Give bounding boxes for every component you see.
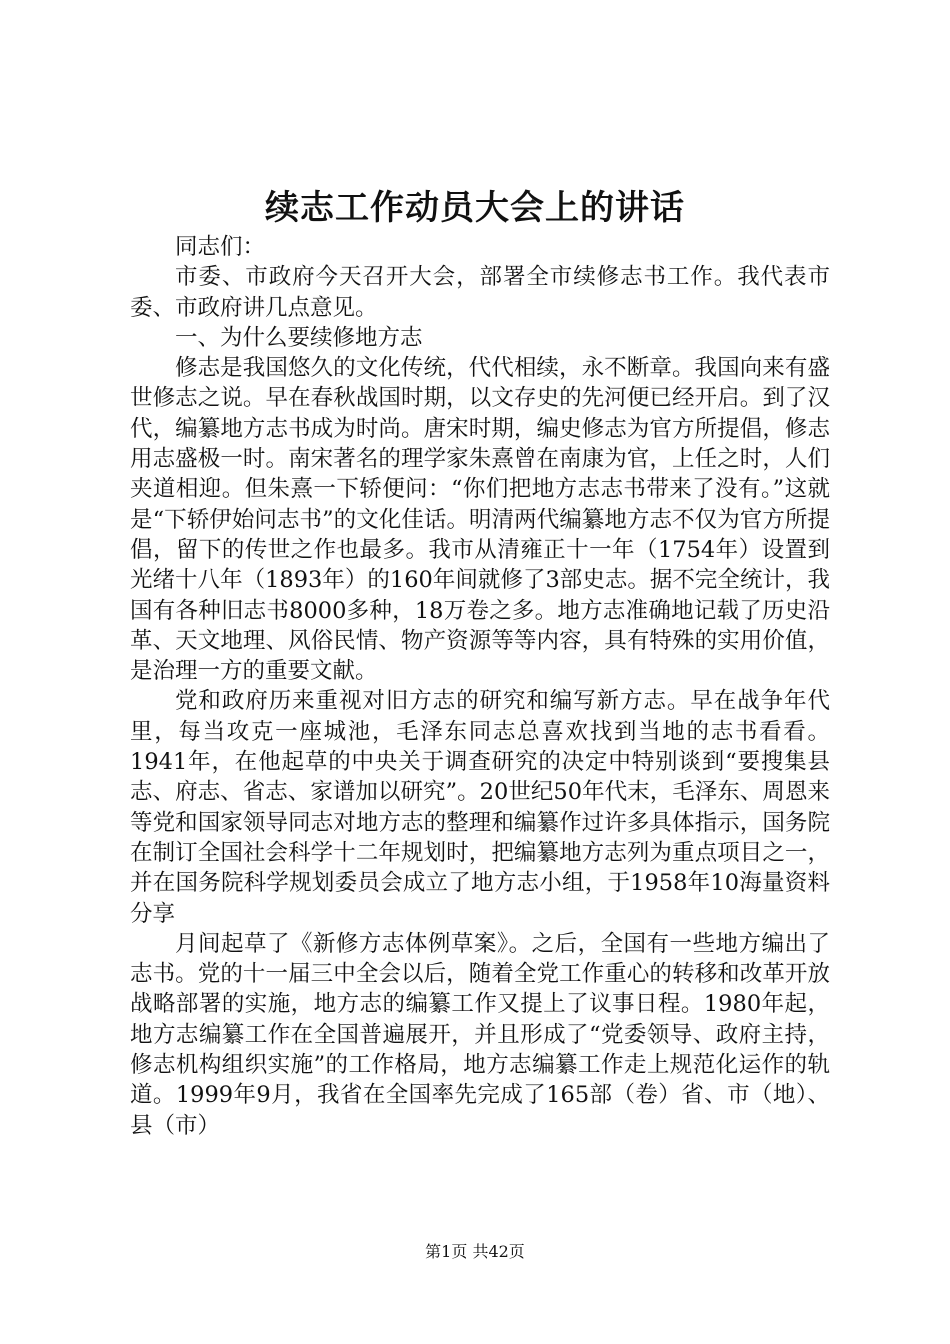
document-title: 续志工作动员大会上的讲话 bbox=[265, 188, 685, 228]
body-paragraph: 党和政府历来重视对旧方志的研究和编写新方志。早在战争年代里，每当攻克一座城池，毛泽东同志总喜欢找到当地的志书看看。1941年，在他起草的中央关于调查研究的决定中特别谈到“要搜集县志、府志、省志、家谱加以研究”。20世纪50年代末，毛泽东、周恩来等党和国家领导同志对地方志的整理和编纂作过许多具体指示，国务院在制订全国社会科学十二年规划时，把编纂地方志列为重点项目之一，并在国务院科学规划委员会成立了地方志小组，于1958年10海量资料分享 bbox=[130, 688, 830, 927]
salutation-paragraph: 同志们： bbox=[175, 234, 266, 260]
body-paragraph: 修志是我国悠久的文化传统，代代相续，永不断章。我国向来有盛世修志之说。早在春秋战国时期，以文存史的先河便已经开启。到了汉代，编纂地方志书成为时尚。唐宋时期，编史修志为官方所提倡，修志用志盛极一时。南宋著名的理学家朱熹曾在南康为官，上任之时，人们夹道相迎。但朱熹一下轿便问：“你们把地方志志书带来了没有。”这就是“下轿伊始问志书”的文化佳话。明清两代编纂地方志不仅为官方所提倡，留下的传世之作也最多。我市从清雍正十一年（1754年）设置到光绪十八年（1893年）的160年间就修了3部史志。据不完全统计，我国有各种旧志书8000多种，18万卷之多。地方志准确地记载了历史沿革、天文地理、风俗民情、物产资源等等内容，具有特殊的实用价值，是治理一方的重要文献。 bbox=[130, 355, 830, 685]
section-heading: 一、为什么要续修地方志 bbox=[175, 324, 423, 351]
intro-paragraph: 市委、市政府今天召开大会，部署全市续修志书工作。我代表市委、市政府讲几点意见。 bbox=[130, 264, 830, 321]
document-body bbox=[130, 232, 830, 1141]
page-number-footer: 第1页 共42页 bbox=[425, 1242, 525, 1261]
body-paragraph: 月间起草了《新修方志体例草案》。之后，全国有一些地方编出了志书。党的十一届三中全会以后，随着全党工作重心的转移和改革开放战略部署的实施，地方志的编纂工作又提上了议事日程。1980年起，地方志编纂工作在全国普遍展开，并且形成了“党委领导、政府主持，修志机构组织实施”的工作格局，地方志编纂工作走上规范化运作的轨道。1999年9月，我省在全国率先完成了165部（卷）省、市（地）、县（市） bbox=[130, 930, 830, 1139]
